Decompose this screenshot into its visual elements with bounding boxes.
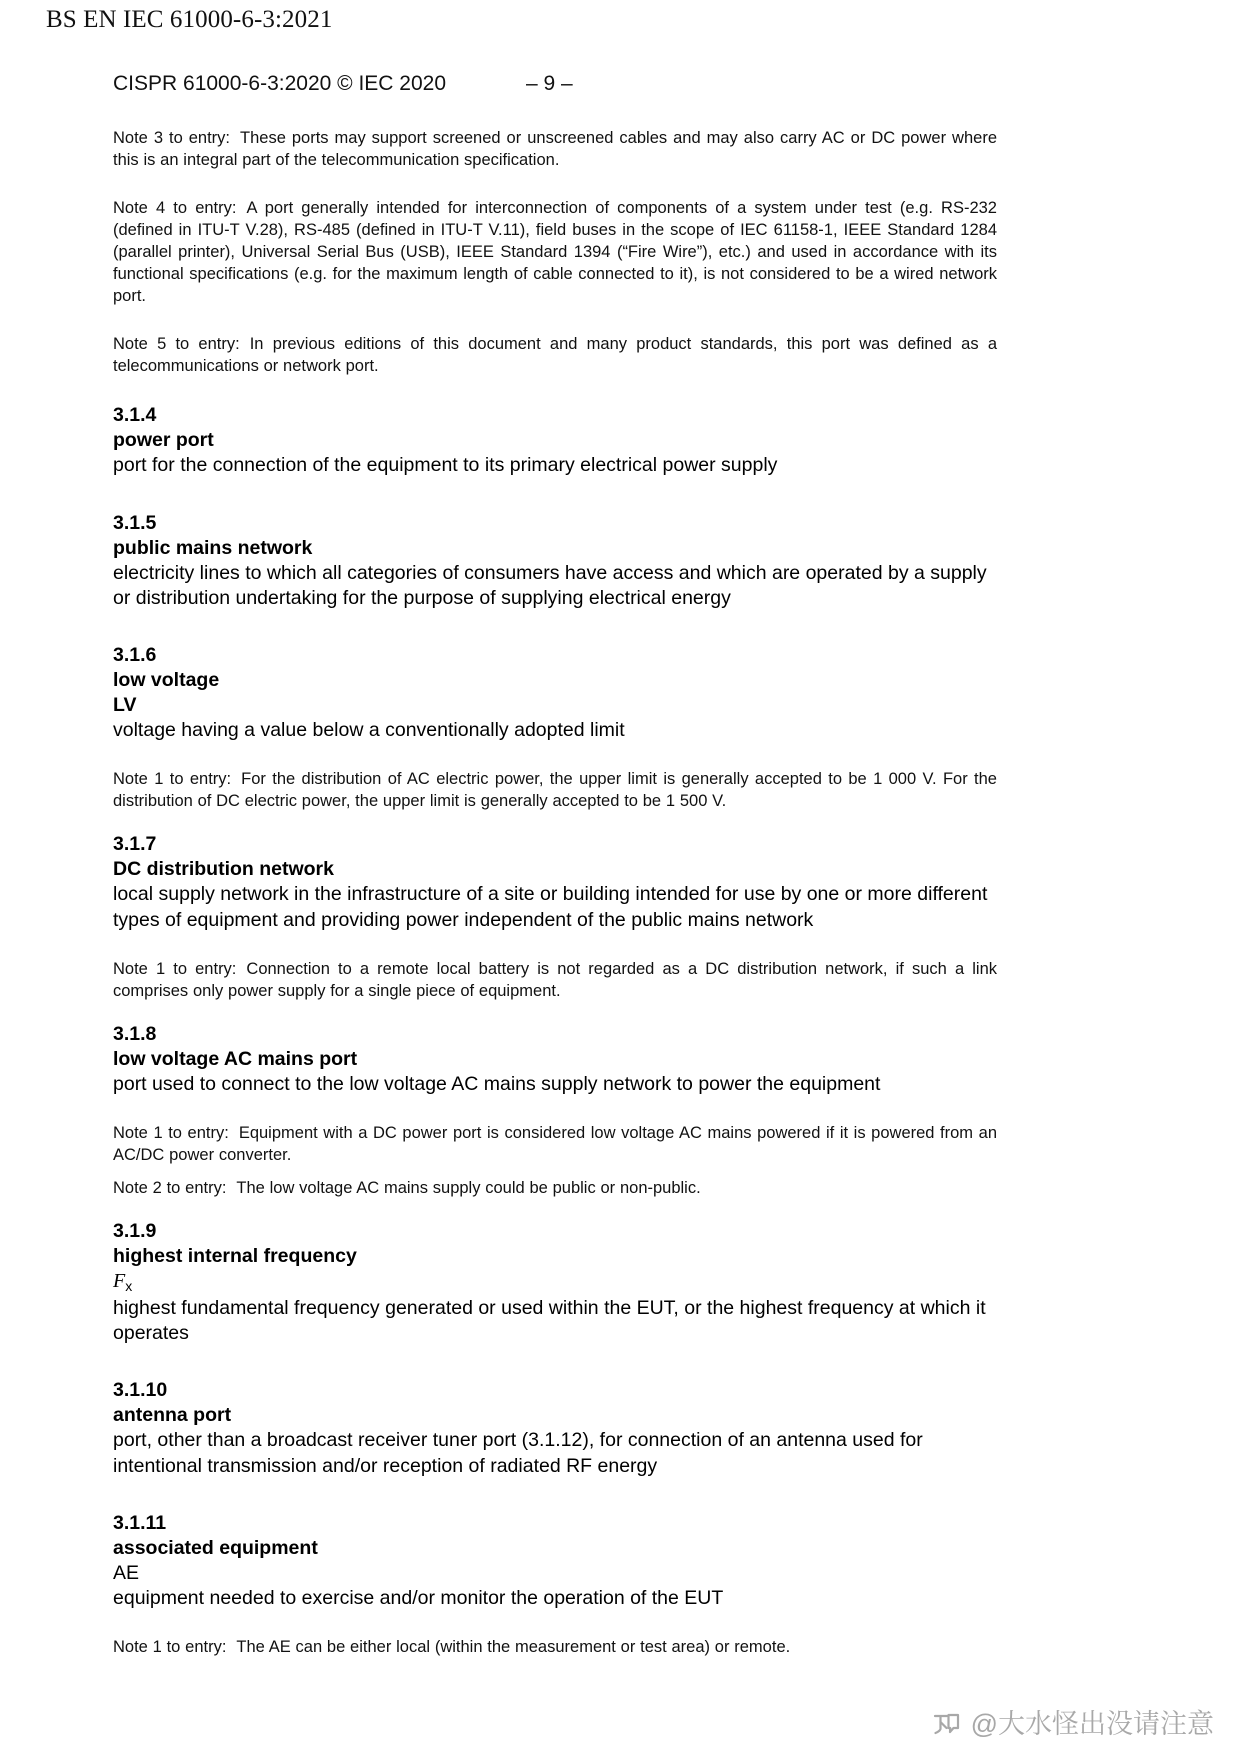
watermark [931,1702,1214,1741]
clause-number-3-1-7: 3.1.7 [113,833,157,856]
definition-3-1-8: port used to connect to the low voltage AC mains supply network to power the equipment [113,1072,881,1095]
term-3-1-8: low voltage AC mains port [113,1047,358,1070]
zhihu-logo-icon [931,1707,961,1737]
note-text: The low voltage AC mains supply could be public or non-public. [236,1178,701,1197]
note-label: Note 1 to entry: [113,1638,227,1657]
running-head [113,72,1123,96]
note-paragraph [113,1178,997,1200]
term-3-1-4: power port [113,429,214,452]
symbol-base: F [113,1269,126,1292]
note-paragraph [113,769,997,813]
note-text: In previous editions of this document and many product standards, this port was defined as a telecommunications or network port. [113,334,997,375]
definition-3-1-9: highest fundamental frequency generated or used within the EUT, or the highest frequency at which it operates [113,1296,986,1345]
definition-3-1-5: electricity lines to which all categories of consumers have access and which are operated by a supply or distribution undertaking for the purpose of supplying electrical energy [113,561,987,609]
running-head-source: CISPR 61000-6-3:2020 © IEC 2020 [113,72,447,95]
standard-reference-header: BS EN IEC 61000-6-3:2021 [46,6,333,33]
definition-3-1-10: port, other than a broadcast receiver tuner port (3.1.12), for connection of an antenna used for intentional transmission and/or reception of radiated RF energy [113,1429,923,1477]
definition-3-1-11: equipment needed to exercise and/or monitor the operation of the EUT [113,1586,724,1609]
clause-number-3-1-4: 3.1.4 [113,404,157,427]
abbreviation-3-1-6: LV [113,694,137,717]
document-body [113,128,997,1659]
note-label: Note 1 to entry: [113,959,237,978]
definition-3-1-4: port for the connection of the equipment to its primary electrical power supply [113,454,778,477]
note-label: Note 5 to entry: [113,334,240,353]
note-text: Connection to a remote local battery is not regarded as a DC distribution network, if such a link comprises only power supply for a single piece of equipment. [113,959,997,1000]
term-3-1-6: low voltage [113,669,220,692]
definition-3-1-6: voltage having a value below a conventionally adopted limit [113,719,625,742]
clause-number-3-1-11: 3.1.11 [113,1511,167,1534]
watermark-text: @大水怪出没请注意 [970,1709,1214,1739]
term-3-1-11: associated equipment [113,1536,318,1559]
clause-number-3-1-5: 3.1.5 [113,511,157,534]
term-3-1-10: antenna port [113,1404,232,1427]
note-paragraph [113,128,997,172]
note-label: Note 3 to entry: [113,129,231,147]
abbreviation-3-1-11: AE [113,1561,140,1584]
note-label: Note 1 to entry: [113,1124,229,1143]
clause-number-3-1-6: 3.1.6 [113,644,157,667]
note-text: Equipment with a DC power port is considered low voltage AC mains powered if it is powered from an AC/DC power converter. [113,1124,997,1165]
note-text: These ports may support screened or unscreened cables and may also carry AC or DC power where this is an integral part of the telecommunication specification. [113,129,997,169]
note-label: Note 4 to entry: [113,198,237,217]
page-number: – 9 – [526,72,573,95]
symbol-3-1-9 [113,1269,997,1296]
note-label: Note 2 to entry: [113,1178,227,1197]
definition-3-1-7: local supply network in the infrastructure of a site or building intended for use by one or more different types of equipment and providing power independent of the public mains network [113,883,988,931]
note-paragraph [113,198,997,308]
note-label: Note 1 to entry: [113,770,232,789]
clause-number-3-1-8: 3.1.8 [113,1022,157,1045]
note-paragraph [113,1123,997,1167]
clause-number-3-1-9: 3.1.9 [113,1219,157,1242]
symbol-subscript: x [125,1277,133,1294]
term-3-1-9: highest internal frequency [113,1244,357,1267]
term-3-1-5: public mains network [113,536,313,559]
term-3-1-7: DC distribution network [113,858,334,881]
clause-number-3-1-10: 3.1.10 [113,1379,168,1402]
note-paragraph [113,334,997,378]
note-paragraph [113,959,997,1003]
note-text: A port generally intended for interconnection of components of a system under test (e.g. RS-232 (defined in ITU-T V.28), RS-485 (defined in ITU-T V.11), field buses in the scope of IEC 61158-1, IEEE Standard 1284 (parallel printer), Universal Serial Bus (USB), IEEE Standard 1394 (“Fire Wire”), etc.) and used in accordance with its functional specifications (e.g. for the maximum length of cable connected to it), is not considered to be a wired network port. [113,198,997,305]
note-text: The AE can be either local (within the measurement or test area) or remote. [236,1638,791,1657]
note-text: For the distribution of AC electric power, the upper limit is generally accepted to be 1 000 V. For the distribution of DC electric power, the upper limit is generally accepted to be 1 500 V. [113,770,997,811]
note-paragraph [113,1637,997,1659]
